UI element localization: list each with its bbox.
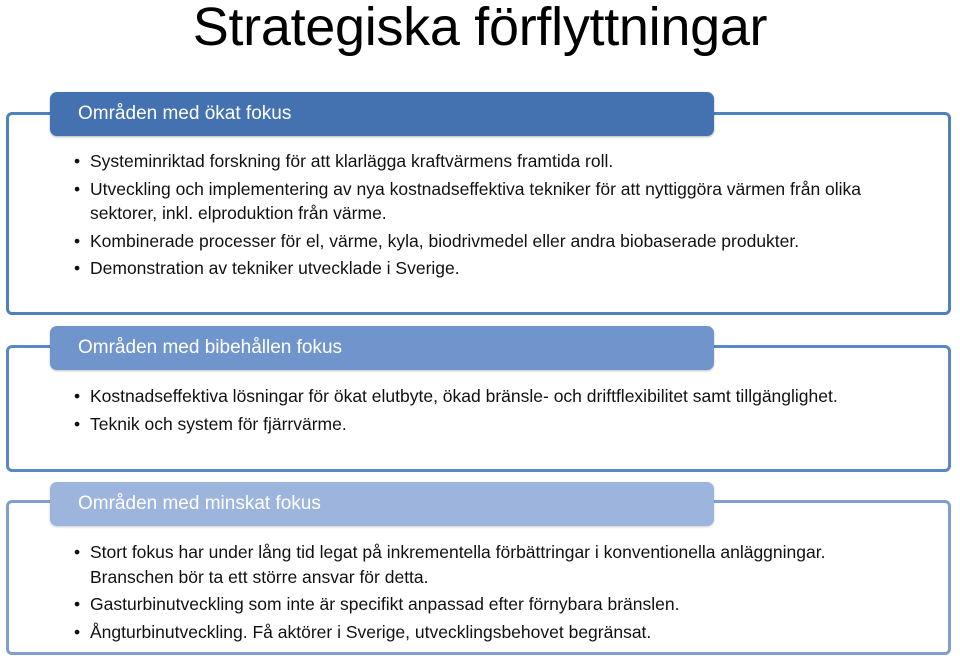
list-item: • Systeminriktad forskning för att klarlägga kraftvärmens framtida roll. (74, 149, 864, 174)
section-header-maintained-focus: Områden med bibehållen fokus (50, 326, 714, 370)
list-item: • Kostnadseffektiva lösningar för ökat elutbyte, ökad bränsle- och driftflexibilitet samt tillgänglighet. (74, 384, 864, 409)
page-title: Strategiska förflyttningar (192, 0, 768, 57)
bullet-list-increased-focus (74, 149, 864, 284)
list-item: • Demonstration av tekniker utvecklade i Sverige. (74, 256, 864, 281)
section-header-increased-focus: Områden med ökat fokus (50, 92, 714, 136)
list-item: • Stort fokus har under lång tid legat på inkrementella förbättringar i konventionella anläggningar. Branschen bör ta ett större ansvar för detta. (74, 540, 864, 589)
list-item: • Teknik och system för fjärrvärme. (74, 412, 864, 437)
bullet-list-decreased-focus (74, 540, 864, 647)
list-item: • Gasturbinutveckling som inte är specifikt anpassad efter förnybara bränslen. (74, 592, 864, 617)
bullet-list-maintained-focus (74, 384, 864, 439)
section-header-decreased-focus: Områden med minskat fokus (50, 482, 714, 526)
list-item: • Utveckling och implementering av nya kostnadseffektiva tekniker för att nyttiggöra värmen från olika sektorer, inkl. elproduktion från värme. (74, 177, 864, 226)
list-item: • Kombinerade processer för el, värme, kyla, biodrivmedel eller andra biobaserade produkter. (74, 229, 864, 254)
list-item: • Ångturbinutveckling. Få aktörer i Sverige, utvecklingsbehovet begränsat. (74, 620, 864, 645)
